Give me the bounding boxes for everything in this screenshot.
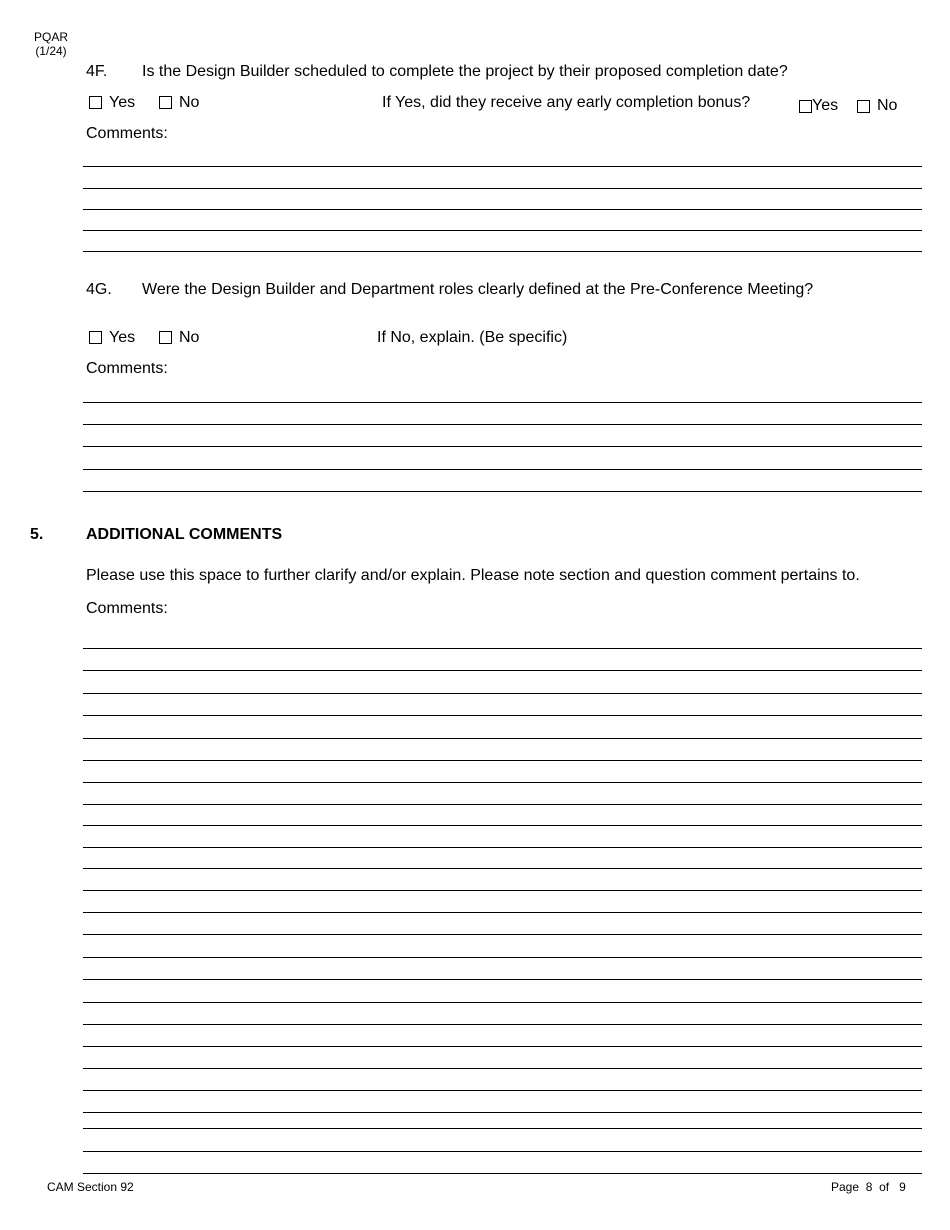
section5-comments-label: Comments: [86, 600, 168, 617]
q4f-comment-line[interactable] [83, 188, 922, 189]
section5-title: ADDITIONAL COMMENTS [86, 526, 283, 543]
form-code [28, 30, 74, 58]
section5-comment-line[interactable] [83, 1112, 922, 1113]
q4g-no-label: No [179, 329, 200, 346]
section5-comment-line[interactable] [83, 693, 922, 694]
footer-section: CAM Section 92 [47, 1180, 134, 1194]
section5-comment-line[interactable] [83, 979, 922, 980]
q4g-comment-line[interactable] [83, 424, 922, 425]
footer-page-total: 9 [899, 1180, 906, 1194]
q4f-bonus-yes-checkbox[interactable] [799, 100, 812, 113]
footer-page-number [831, 1180, 906, 1194]
section5-comment-line[interactable] [83, 957, 922, 958]
q4f-followup: If Yes, did they receive any early completion bonus? [382, 94, 751, 111]
form-revision: (1/24) [35, 44, 67, 58]
q4g-comment-line[interactable] [83, 402, 922, 403]
q4g-text: Were the Design Builder and Department roles clearly defined at the Pre-Conference Meeting? [142, 281, 814, 298]
footer-of-label: of [879, 1180, 890, 1194]
section5-comment-line[interactable] [83, 1128, 922, 1129]
q4g-followup: If No, explain. (Be specific) [377, 329, 568, 346]
q4f-yes-label: Yes [109, 94, 136, 111]
section5-comment-line[interactable] [83, 738, 922, 739]
q4g-yes-checkbox[interactable] [89, 331, 102, 344]
q4f-comment-line[interactable] [83, 230, 922, 231]
footer-page-label: Page [831, 1180, 860, 1194]
q4g-yes-label: Yes [109, 329, 136, 346]
section5-comment-line[interactable] [83, 934, 922, 935]
section5-comment-line[interactable] [83, 715, 922, 716]
section5-comment-line[interactable] [83, 825, 922, 826]
q4f-yes-checkbox[interactable] [89, 96, 102, 109]
q4f-comment-line[interactable] [83, 251, 922, 252]
q4f-comment-line[interactable] [83, 166, 922, 167]
section5-comment-line[interactable] [83, 1173, 922, 1174]
section5-instructions: Please use this space to further clarify and/or explain. Please note section and question comment pertains to. [86, 567, 860, 584]
q4f-no-label: No [179, 94, 200, 111]
q4f-bonus-yes-label: Yes [812, 97, 839, 114]
q4f-comments-label: Comments: [86, 125, 168, 142]
q4g-comments-label: Comments: [86, 360, 168, 377]
q4g-no-checkbox[interactable] [159, 331, 172, 344]
section5-comment-line[interactable] [83, 1046, 922, 1047]
section5-comment-line[interactable] [83, 868, 922, 869]
section5-comment-line[interactable] [83, 760, 922, 761]
q4g-comment-line[interactable] [83, 446, 922, 447]
q4f-text: Is the Design Builder scheduled to complete the project by their proposed completion date? [142, 63, 788, 80]
form-code-text: PQAR [33, 30, 68, 44]
section5-comment-line[interactable] [83, 804, 922, 805]
section5-comment-line[interactable] [83, 1090, 922, 1091]
q4f-bonus-no-checkbox[interactable] [857, 100, 870, 113]
q4g-comment-line[interactable] [83, 469, 922, 470]
section5-comment-line[interactable] [83, 890, 922, 891]
q4g-number: 4G. [86, 281, 112, 298]
footer-page-current: 8 [865, 1180, 873, 1194]
q4f-number: 4F. [86, 63, 108, 80]
q4f-no-checkbox[interactable] [159, 96, 172, 109]
section5-comment-line[interactable] [83, 1151, 922, 1152]
section5-number: 5. [30, 526, 44, 543]
section5-comment-line[interactable] [83, 847, 922, 848]
section5-comment-line[interactable] [83, 670, 922, 671]
q4f-comment-line[interactable] [83, 209, 922, 210]
section5-comment-line[interactable] [83, 648, 922, 649]
section5-comment-line[interactable] [83, 912, 922, 913]
q4f-bonus-no-label: No [877, 97, 898, 114]
section5-comment-line[interactable] [83, 1002, 922, 1003]
q4g-comment-line[interactable] [83, 491, 922, 492]
section5-comment-line[interactable] [83, 1068, 922, 1069]
section5-comment-line[interactable] [83, 782, 922, 783]
section5-comment-line[interactable] [83, 1024, 922, 1025]
